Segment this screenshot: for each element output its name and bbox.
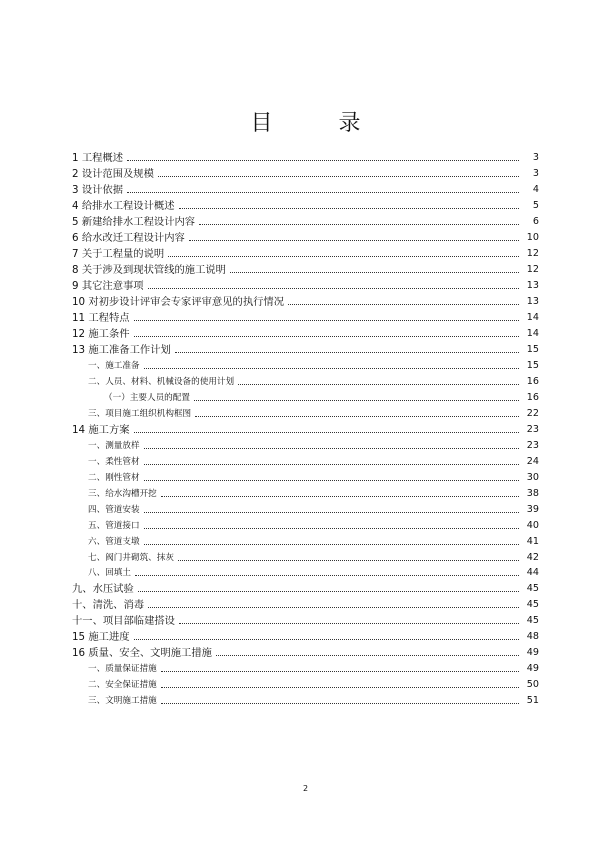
toc-entry-label: 5 新建给排水工程设计内容 xyxy=(72,215,196,228)
toc-entry-page: 15 xyxy=(526,359,539,371)
toc-entry[interactable] xyxy=(72,149,539,165)
dot-leader xyxy=(216,655,519,656)
dot-leader xyxy=(179,623,519,624)
toc-entry[interactable] xyxy=(72,181,539,197)
toc-entry-label: 十一、项目部临建搭设 xyxy=(72,615,175,628)
dot-leader xyxy=(238,384,519,385)
toc-entry-page: 14 xyxy=(526,311,539,323)
toc-entry-page: 4 xyxy=(532,183,539,195)
toc-entry-label: 九、水压试验 xyxy=(72,583,134,596)
dot-leader xyxy=(199,224,519,225)
toc-entry-label: 七、阀门井砌筑、抹灰 xyxy=(88,552,174,563)
toc-entry-page: 16 xyxy=(526,391,539,403)
toc-entry[interactable] xyxy=(88,405,539,421)
dot-leader xyxy=(144,368,519,369)
toc-entry-label: 三、给水沟槽开挖 xyxy=(88,488,157,499)
dot-leader xyxy=(144,512,519,513)
dot-leader xyxy=(288,304,519,305)
toc-entry-label: 四、管道安装 xyxy=(88,504,140,515)
toc-entry-page: 3 xyxy=(532,152,539,163)
dot-leader xyxy=(144,544,519,545)
toc-entry-page: 40 xyxy=(526,519,539,531)
toc-entry[interactable] xyxy=(104,389,539,405)
dot-leader xyxy=(148,288,519,289)
toc-entry-label: 16 质量、安全、文明施工措施 xyxy=(72,647,212,660)
toc-entry-label: 11 工程特点 xyxy=(72,311,130,324)
toc-entry[interactable] xyxy=(72,229,539,245)
dot-leader xyxy=(127,192,519,193)
dot-leader xyxy=(134,432,519,433)
toc-entry[interactable] xyxy=(88,373,539,389)
toc-entry[interactable] xyxy=(72,293,539,309)
dot-leader xyxy=(144,528,519,529)
dot-leader xyxy=(134,336,519,337)
toc-entry[interactable] xyxy=(72,213,539,229)
toc-entry-label: 1 工程概述 xyxy=(72,152,124,164)
toc-entry-label: （一）主要人员的配置 xyxy=(104,392,190,403)
toc-entry-label: 12 施工条件 xyxy=(72,327,130,340)
toc-entry-label: 2 设计范围及规模 xyxy=(72,167,154,180)
toc-entry-page: 24 xyxy=(526,455,539,467)
toc-entry[interactable] xyxy=(88,533,539,549)
toc-entry[interactable] xyxy=(72,197,539,213)
toc-entry-page: 6 xyxy=(532,215,539,227)
toc-entry-page: 22 xyxy=(526,407,539,419)
toc-entry-label: 一、柔性管材 xyxy=(88,456,140,467)
dot-leader xyxy=(230,272,519,273)
dot-leader xyxy=(161,687,519,688)
toc-entry-label: 三、项目施工组织机构框图 xyxy=(88,408,192,419)
toc-entry-page: 23 xyxy=(526,439,539,451)
toc-entry[interactable] xyxy=(88,485,539,501)
dot-leader xyxy=(144,448,519,449)
dot-leader xyxy=(134,639,519,640)
toc-entry[interactable] xyxy=(72,596,539,612)
toc-entry[interactable] xyxy=(88,564,539,580)
toc-entry-page: 39 xyxy=(526,503,539,515)
toc-entry-label: 二、人员、材料、机械设备的使用计划 xyxy=(88,376,235,387)
dot-leader xyxy=(161,703,519,704)
toc-entry[interactable] xyxy=(88,501,539,517)
toc-entry[interactable] xyxy=(72,628,539,644)
toc-entry[interactable] xyxy=(72,612,539,628)
toc-entry-page: 45 xyxy=(526,583,539,595)
toc-entry-label: 二、安全保证措施 xyxy=(88,680,157,691)
toc-entry-page: 51 xyxy=(526,695,539,707)
toc-entry-label: 一、质量保证措施 xyxy=(88,664,157,675)
toc-entry-label: 13 施工准备工作计划 xyxy=(72,343,171,356)
toc-entry-label: 3 设计依据 xyxy=(72,183,124,196)
toc-entry[interactable] xyxy=(88,357,539,373)
toc-entry-label: 一、测量放样 xyxy=(88,440,140,451)
toc-entry[interactable] xyxy=(72,644,539,660)
page-number: 2 xyxy=(302,784,309,793)
toc-entry-page: 45 xyxy=(526,615,539,627)
toc-entry[interactable] xyxy=(72,165,539,181)
dot-leader xyxy=(161,496,519,497)
toc-entry-label: 六、管道支墩 xyxy=(88,536,140,547)
toc-entry[interactable] xyxy=(88,469,539,485)
toc-entry-label: 五、管道接口 xyxy=(88,520,140,531)
toc-entry-page: 30 xyxy=(526,471,539,483)
toc-entry-page: 41 xyxy=(526,535,539,547)
toc-entry-page: 45 xyxy=(526,599,539,611)
dot-leader xyxy=(195,416,519,417)
toc-entry-label: 7 关于工程量的说明 xyxy=(72,247,165,260)
toc-entry-page: 44 xyxy=(526,567,539,579)
dot-leader xyxy=(161,671,519,672)
dot-leader xyxy=(178,560,519,561)
toc-entry[interactable] xyxy=(72,580,539,596)
dot-leader xyxy=(158,176,519,177)
toc-entry[interactable] xyxy=(88,549,539,565)
toc-entry[interactable] xyxy=(72,261,539,277)
toc-entry-label: 八、回填土 xyxy=(88,568,131,579)
toc-entry-page: 12 xyxy=(526,247,539,259)
toc-entry-label: 8 关于涉及到现状管线的施工说明 xyxy=(72,263,226,276)
dot-leader xyxy=(175,352,519,353)
toc-entry[interactable] xyxy=(88,660,539,676)
toc-entry-page: 10 xyxy=(526,231,539,243)
toc-entry-label: 4 给排水工程设计概述 xyxy=(72,199,175,212)
toc-entry-label: 15 施工进度 xyxy=(72,631,130,644)
toc-entry-page: 23 xyxy=(526,423,539,435)
toc-entry-page: 15 xyxy=(526,343,539,355)
dot-leader xyxy=(189,240,519,241)
toc-entry[interactable] xyxy=(88,692,539,708)
dot-leader xyxy=(134,320,519,321)
toc-entry[interactable] xyxy=(72,309,539,325)
toc-entry[interactable] xyxy=(88,453,539,469)
toc-entry-page: 48 xyxy=(526,631,539,643)
dot-leader xyxy=(148,607,519,608)
toc-entry-label: 9 其它注意事项 xyxy=(72,279,144,292)
dot-leader xyxy=(144,480,519,481)
toc-entry[interactable] xyxy=(88,437,539,453)
dot-leader xyxy=(138,591,519,592)
toc-entry-page: 38 xyxy=(526,487,539,499)
toc-entry-page: 16 xyxy=(526,375,539,387)
toc-entry-label: 三、文明施工措施 xyxy=(88,696,157,707)
dot-leader xyxy=(168,256,519,257)
toc-entry-page: 12 xyxy=(526,263,539,275)
toc-entry[interactable] xyxy=(72,341,539,357)
dot-leader xyxy=(127,160,519,161)
toc-entry-page: 14 xyxy=(526,327,539,339)
dot-leader xyxy=(194,400,519,401)
toc-entry-page: 5 xyxy=(532,199,539,211)
toc-entry-page: 50 xyxy=(526,679,539,691)
toc-entry[interactable] xyxy=(88,517,539,533)
toc-entry-label: 14 施工方案 xyxy=(72,423,130,436)
toc-entry[interactable] xyxy=(72,277,539,293)
toc-entry-page: 49 xyxy=(526,663,539,675)
dot-leader xyxy=(144,464,519,465)
toc-entry-page: 13 xyxy=(526,279,539,291)
toc-entry[interactable] xyxy=(72,325,539,341)
toc-entry[interactable] xyxy=(72,421,539,437)
toc-entry-page: 42 xyxy=(526,551,539,563)
toc-entry-label: 十、清洗、消毒 xyxy=(72,599,145,612)
dot-leader xyxy=(135,575,519,576)
page-title: 目 录 xyxy=(250,111,383,136)
toc-entry[interactable] xyxy=(72,245,539,261)
toc-entry-page: 13 xyxy=(526,295,539,307)
toc-entry-page: 49 xyxy=(526,647,539,659)
toc-entry-label: 二、刚性管材 xyxy=(88,472,140,483)
toc-entry[interactable] xyxy=(88,676,539,692)
dot-leader xyxy=(179,208,520,209)
toc-entry-page: 3 xyxy=(532,167,539,179)
toc-entry-label: 一、施工准备 xyxy=(88,360,140,371)
toc-entry-label: 6 给水改迁工程设计内容 xyxy=(72,231,185,244)
toc-entry-label: 10 对初步设计评审会专家评审意见的执行情况 xyxy=(72,295,285,308)
